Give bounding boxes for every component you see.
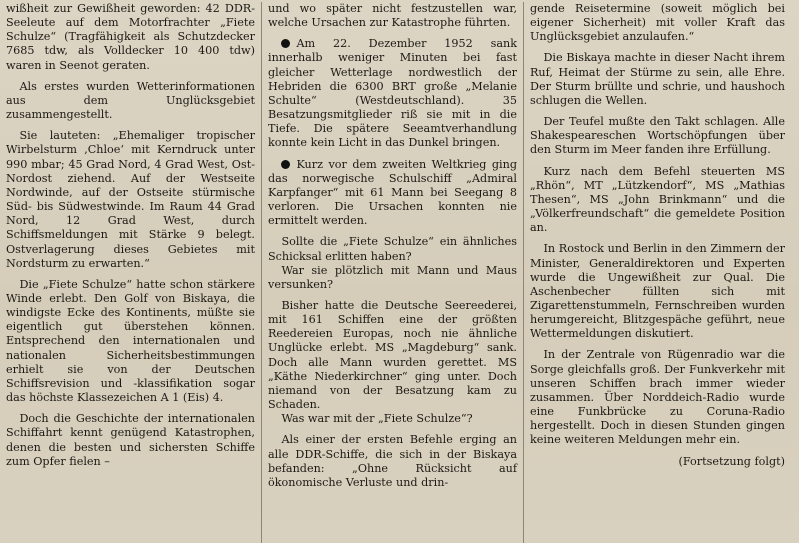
article-column-2 xyxy=(261,2,523,543)
article-paragraph: wißheit zur Gewißheit geworden: 42 DDR-Seeleute auf dem Motorfrachter „Fiete Schulze“ (Tragfähigkeit als Schutzdecker 7685 tdw, als Volldecker 10 400 tdw) waren in Seenot geraten. xyxy=(6,2,255,72)
article-paragraph: Die „Fiete Schulze“ hatte schon stärkere Winde erlebt. Den Golf von Biskaya, die windigste Ecke des Kontinents, müßte sie eigentlich gut überstehen können. Entsprechend den internationalen und nationalen Sicherheitsbestimmungen erhielt sie von der Deutschen Schiffsrevision und -klassifikation sogar das höchste Klassezeichen A 1 (Eis) 4. xyxy=(6,277,255,405)
article-paragraph: Als einer der ersten Befehle erging an alle DDR-Schiffe, die sich in der Biskaya befanden: „Ohne Rücksicht auf ökonomische Verluste und drin- xyxy=(268,433,517,489)
article-question: War sie plötzlich mit Mann und Maus versunken? xyxy=(268,263,517,291)
article-column-3 xyxy=(523,2,785,543)
article-paragraph: Kurz nach dem Befehl steuerten MS „Rhön“, MT „Lützkendorf“, MS „Mathias Thesen“, MS „John Brinkmann“ und die „Völkerfreundschaft“ die gemeldete Position an. xyxy=(530,164,785,235)
bullet-text: Kurz vor dem zweiten Weltkrieg ging das norwegische Schulschiff „Admiral Karpfanger“ mit 61 Mann bei Seegang 8 verloren. Die Ursachen konnten nie ermittelt werden. xyxy=(268,157,517,228)
bullet-icon xyxy=(281,39,290,48)
article-question: Was war mit der „Fiete Schulze“? xyxy=(281,412,473,426)
bullet-paragraph xyxy=(268,158,517,229)
article-paragraph: In Rostock und Berlin in den Zimmern der Minister, Generaldirektoren und Experten wurde die Ungewißheit zur Qual. Die Aschenbecher füllten sich mit Zigarettenstummeln, Fernschreiben wurden herumgereicht, Blitzgespäche geführt, neue Wettermeldungen diskutiert. xyxy=(530,242,785,341)
article-paragraph: Als erstes wurden Wetterinformationen aus dem Unglücksgebiet zusammengestellt. xyxy=(6,79,255,122)
article-paragraph: Die Biskaya machte in dieser Nacht ihrem Ruf, Heimat der Stürme zu sein, alle Ehre. Der Sturm brüllte und schrie, und haushoch schlugen die Wellen. xyxy=(530,51,785,107)
article-paragraph: und wo später nicht festzustellen war, welche Ursachen zur Katastrophe führten. xyxy=(268,2,517,30)
article-paragraph: gende Reisetermine (soweit möglich bei eigener Sicherheit) mit voller Kraft das Unglücksgebiet anzulaufen.“ xyxy=(530,2,785,44)
article-paragraph: Sie lauteten: „Ehemaliger tropischer Wirbelsturm ‚Chloe‘ mit Kerndruck unter 990 mbar; 45 Grad Nord, 4 Grad West, Ost-Nordost ziehend. Auf der Westseite Nordwinde, auf der Ostseite stürmische Süd- bis Südwestwinde. Im Raum 44 Grad Nord, 12 Grad West, durch Schiffsmeldungen mit Stärke 9 belegt. Ostverlagerung dieses Gebietes mit Nordsturm zu erwarten.“ xyxy=(6,129,255,270)
continuation-note: (Fortsetzung folgt) xyxy=(678,454,785,468)
bullet-text: Am 22. Dezember 1952 sank innerhalb weniger Minuten bei fast gleicher Wetterlage nordwestlich der Hebriden die 6300 BRT große „Melanie Schulte“ (Westdeutschland). 35 Besatzungsmitglieder riß sie mit in die Tiefe. Die spätere Seeamtverhandlung konnte kein Licht in das Dunkel bringen. xyxy=(268,37,517,150)
article-paragraph: Doch die Geschichte der internationalen Schiffahrt kennt genügend Katastrophen, denen die besten und sichersten Schiffe zum Opfer fielen – xyxy=(6,412,255,468)
bullet-paragraph xyxy=(268,37,517,150)
article-paragraph: Der Teufel mußte den Takt schlagen. Alle Shakespeareschen Wortschöpfungen über den Sturm im Meer fanden ihre Erfüllung. xyxy=(530,115,785,157)
article-question: Sollte die „Fiete Schulze“ ein ähnliches Schicksal erlitten haben? xyxy=(268,235,517,263)
article-paragraph: Bisher hatte die Deutsche Seereederei, mit 161 Schiffen eine der größten Reedereien Europas, noch nie ähnliche Unglücke erlebt. MS „Magdeburg“ sank. Doch alle Mann wurden gerettet. MS „Käthe Niederkirchner“ ging unter. Doch niemand von der Besatzung kam zu Schaden. xyxy=(268,298,517,412)
bullet-icon xyxy=(281,160,290,169)
article-column-1 xyxy=(6,2,261,543)
article-paragraph: In der Zentrale von Rügenradio war die Sorge gleichfalls groß. Der Funkverkehr mit unseren Schiffen brach immer wieder zusammen. Über Norddeich-Radio wurde eine Funkbrücke zu Coruna-Radio hergestellt. Doch in diesen Stunden gingen keine weiteren Meldungen mehr ein. xyxy=(530,348,785,447)
